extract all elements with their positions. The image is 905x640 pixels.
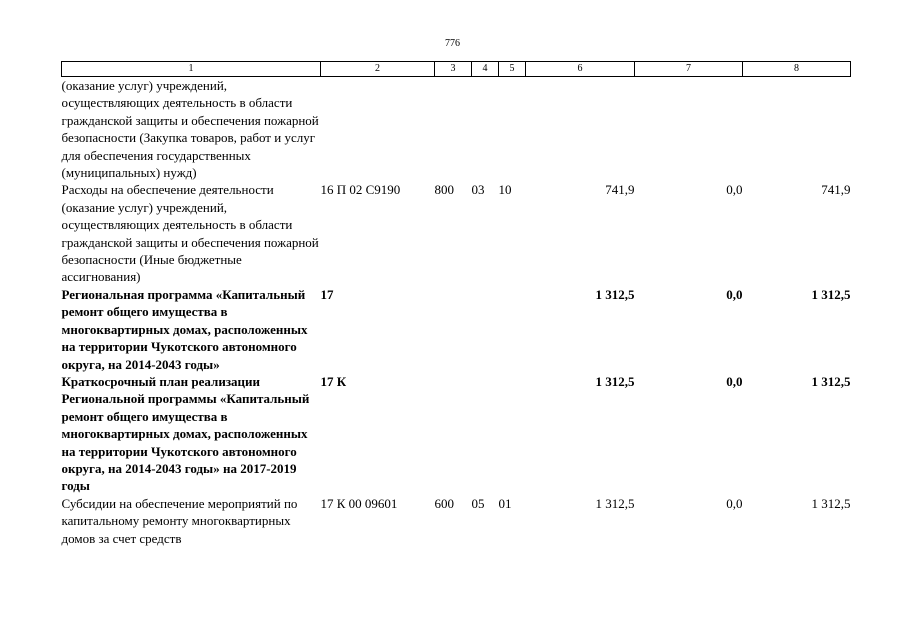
row-vr xyxy=(435,77,472,182)
row-pr: 01 xyxy=(498,495,512,511)
row-federal xyxy=(635,77,743,182)
row-federal: 0,0 xyxy=(726,495,743,511)
row-regional: 741,9 xyxy=(821,182,851,198)
row-regional: 1 312,5 xyxy=(811,286,851,302)
row-pr xyxy=(499,373,526,495)
row-code: 17 К xyxy=(320,373,347,389)
row-rz: 05 xyxy=(471,495,485,511)
row-regional: 1 312,5 xyxy=(811,495,851,511)
row-federal: 0,0 xyxy=(726,286,743,302)
table-row xyxy=(62,77,851,182)
page-number: 776 xyxy=(445,38,460,49)
row-rz xyxy=(472,286,499,373)
row-vr: 600 xyxy=(434,495,454,511)
row-code xyxy=(321,77,435,182)
row-rz xyxy=(472,373,499,495)
row-code: 16 П 02 С9190 xyxy=(320,182,401,198)
column-header: 6 xyxy=(526,62,635,77)
row-rz: 03 xyxy=(471,182,485,198)
row-total: 1 312,5 xyxy=(595,373,635,389)
row-total xyxy=(526,77,635,182)
row-total: 1 312,5 xyxy=(595,286,635,302)
row-pr xyxy=(499,286,526,373)
row-vr xyxy=(435,286,472,373)
row-federal: 0,0 xyxy=(726,182,743,198)
row-pr xyxy=(499,77,526,182)
column-header: 8 xyxy=(743,62,851,77)
column-header: 4 xyxy=(472,62,499,77)
column-header: 1 xyxy=(62,62,321,77)
row-name: (оказание услуг) учреждений, осуществляющих деятельность в области гражданской защиты и обеспечения пожарной безопасности (Закупка товаров, работ и услуг для обеспечения государственных (муниципальных) нужд) xyxy=(61,78,319,181)
row-name: Субсидии на обеспечение мероприятий по капитальному ремонту многоквартирных домов за счет средств xyxy=(61,495,298,546)
budget-table xyxy=(61,61,851,547)
row-vr xyxy=(435,373,472,495)
row-pr: 10 xyxy=(498,182,512,198)
column-header: 5 xyxy=(499,62,526,77)
row-regional: 1 312,5 xyxy=(811,373,851,389)
row-vr: 800 xyxy=(434,182,454,198)
table-row xyxy=(62,181,851,285)
row-rz xyxy=(472,77,499,182)
column-header: 3 xyxy=(435,62,472,77)
table-row xyxy=(62,373,851,495)
row-name: Региональная программа «Капитальный ремонт общего имущества в многоквартирных домах, расположенных на территории Чукотского автономного округа, на 2014-2043 годы» xyxy=(61,286,308,372)
table-row xyxy=(62,495,851,547)
row-total: 1 312,5 xyxy=(595,495,635,511)
column-number-header xyxy=(62,62,851,77)
row-regional xyxy=(743,77,851,182)
column-header: 7 xyxy=(635,62,743,77)
row-federal: 0,0 xyxy=(726,373,743,389)
row-code: 17 К 00 09601 xyxy=(320,495,398,511)
row-name: Расходы на обеспечение деятельности (оказание услуг) учреждений, осуществляющих деятельность в области гражданской защиты и обеспечения пожарной безопасности (Иные бюджетные ассигнования) xyxy=(61,182,319,285)
row-code: 17 xyxy=(320,286,334,302)
row-total: 741,9 xyxy=(605,182,635,198)
table-row xyxy=(62,286,851,373)
column-header: 2 xyxy=(321,62,435,77)
row-name: Краткосрочный план реализации Региональной программы «Капитальный ремонт общего имущества в многоквартирных домах, расположенных на территории Чукотского автономного округа, на 2014-2043 годы» на 2017-2019 годы xyxy=(61,373,310,494)
